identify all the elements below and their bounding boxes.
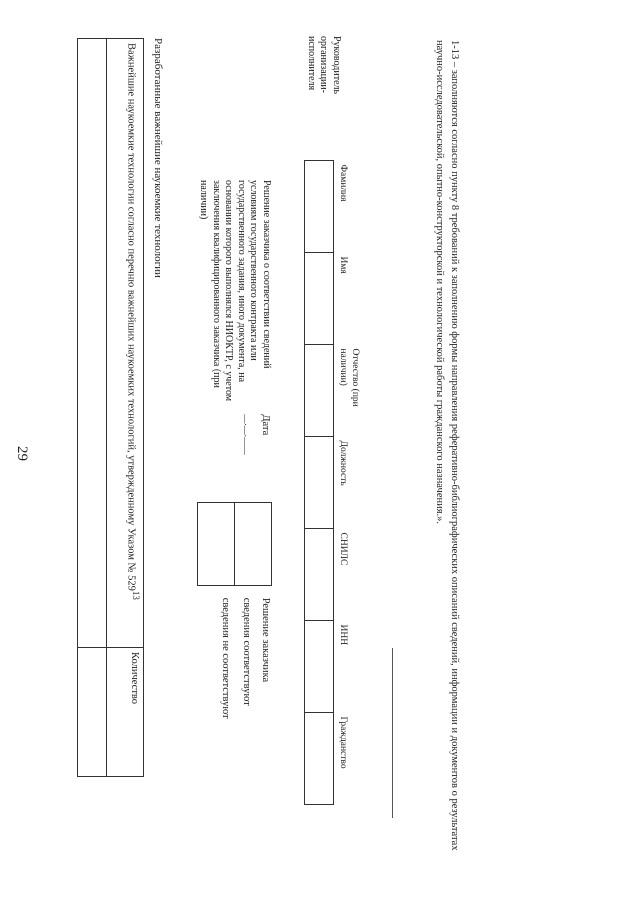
footnote-section	[432, 40, 462, 860]
column-header: Имя	[338, 256, 349, 274]
decision-row	[197, 180, 272, 740]
head-cell	[305, 621, 334, 713]
date-block	[197, 414, 272, 490]
decision-option-1: сведения соответствуют	[240, 597, 252, 706]
column-header: ИНН	[338, 624, 349, 646]
column-header: Должность	[338, 440, 349, 486]
date-placeholder: __.__.____	[242, 414, 253, 455]
head-cell	[305, 529, 334, 621]
footnote-text: 1-13 – заполняются согласно пункту 8 требований к заполнению формы направления реферативно-библиографических описаний сведений, информации и документов о результатах научно-исследовательской, опытно-конструкторской и технологической работы гражданского назначения.».	[433, 40, 460, 851]
section-title: Разработанные важнейшие наукоемкие технологии	[152, 38, 164, 278]
quantity-header: Количество	[129, 652, 141, 705]
column-header: СНИЛС	[338, 532, 349, 566]
technologies-label-cell	[107, 39, 144, 648]
head-row	[304, 36, 362, 856]
technologies-value-cell	[78, 39, 107, 648]
decision-option-box	[235, 502, 272, 585]
decision-option-2: сведения не соответствуют	[219, 597, 231, 719]
technologies-section	[77, 38, 164, 818]
quantity-header-cell	[107, 648, 144, 777]
column-header: Гражданство	[338, 716, 349, 769]
head-cell	[305, 161, 334, 253]
head-table	[304, 160, 362, 805]
footnote-ref: 13	[131, 590, 142, 600]
head-section	[304, 36, 362, 856]
head-label: Руководитель организации-исполнителя	[305, 36, 342, 95]
page-number	[14, 446, 45, 463]
head-cell	[305, 713, 334, 805]
head-cell	[305, 437, 334, 529]
customer-decision-block	[197, 598, 272, 740]
date-label: Дата	[260, 414, 271, 436]
quantity-value-cell	[78, 648, 107, 777]
technologies-label: Важнейшие наукоемкие технологии согласно перечню важнейших наукоемких технологий, утвержденному Указом № 529	[125, 43, 137, 591]
head-cell	[305, 253, 334, 345]
decision-options-table	[197, 502, 272, 586]
column-header: Отчество (при наличии)	[338, 348, 360, 407]
page-number-text: 29	[14, 446, 30, 461]
decision-option-box	[198, 502, 235, 585]
decision-text: Решение заказчика о соответствии сведений условиям государственного контракта или государственного задания, иного документа, на основании которого выполнялся НИОКТР, с учетом заключения квалифицированного заказчика (при наличии)	[198, 180, 272, 402]
customer-decision-section	[197, 180, 272, 740]
footnote-separator-line	[392, 648, 394, 818]
column-header: Фамилия	[338, 164, 349, 202]
head-cell	[305, 345, 334, 437]
customer-decision-label: Решение заказчика	[260, 597, 271, 683]
technologies-table	[77, 38, 144, 777]
